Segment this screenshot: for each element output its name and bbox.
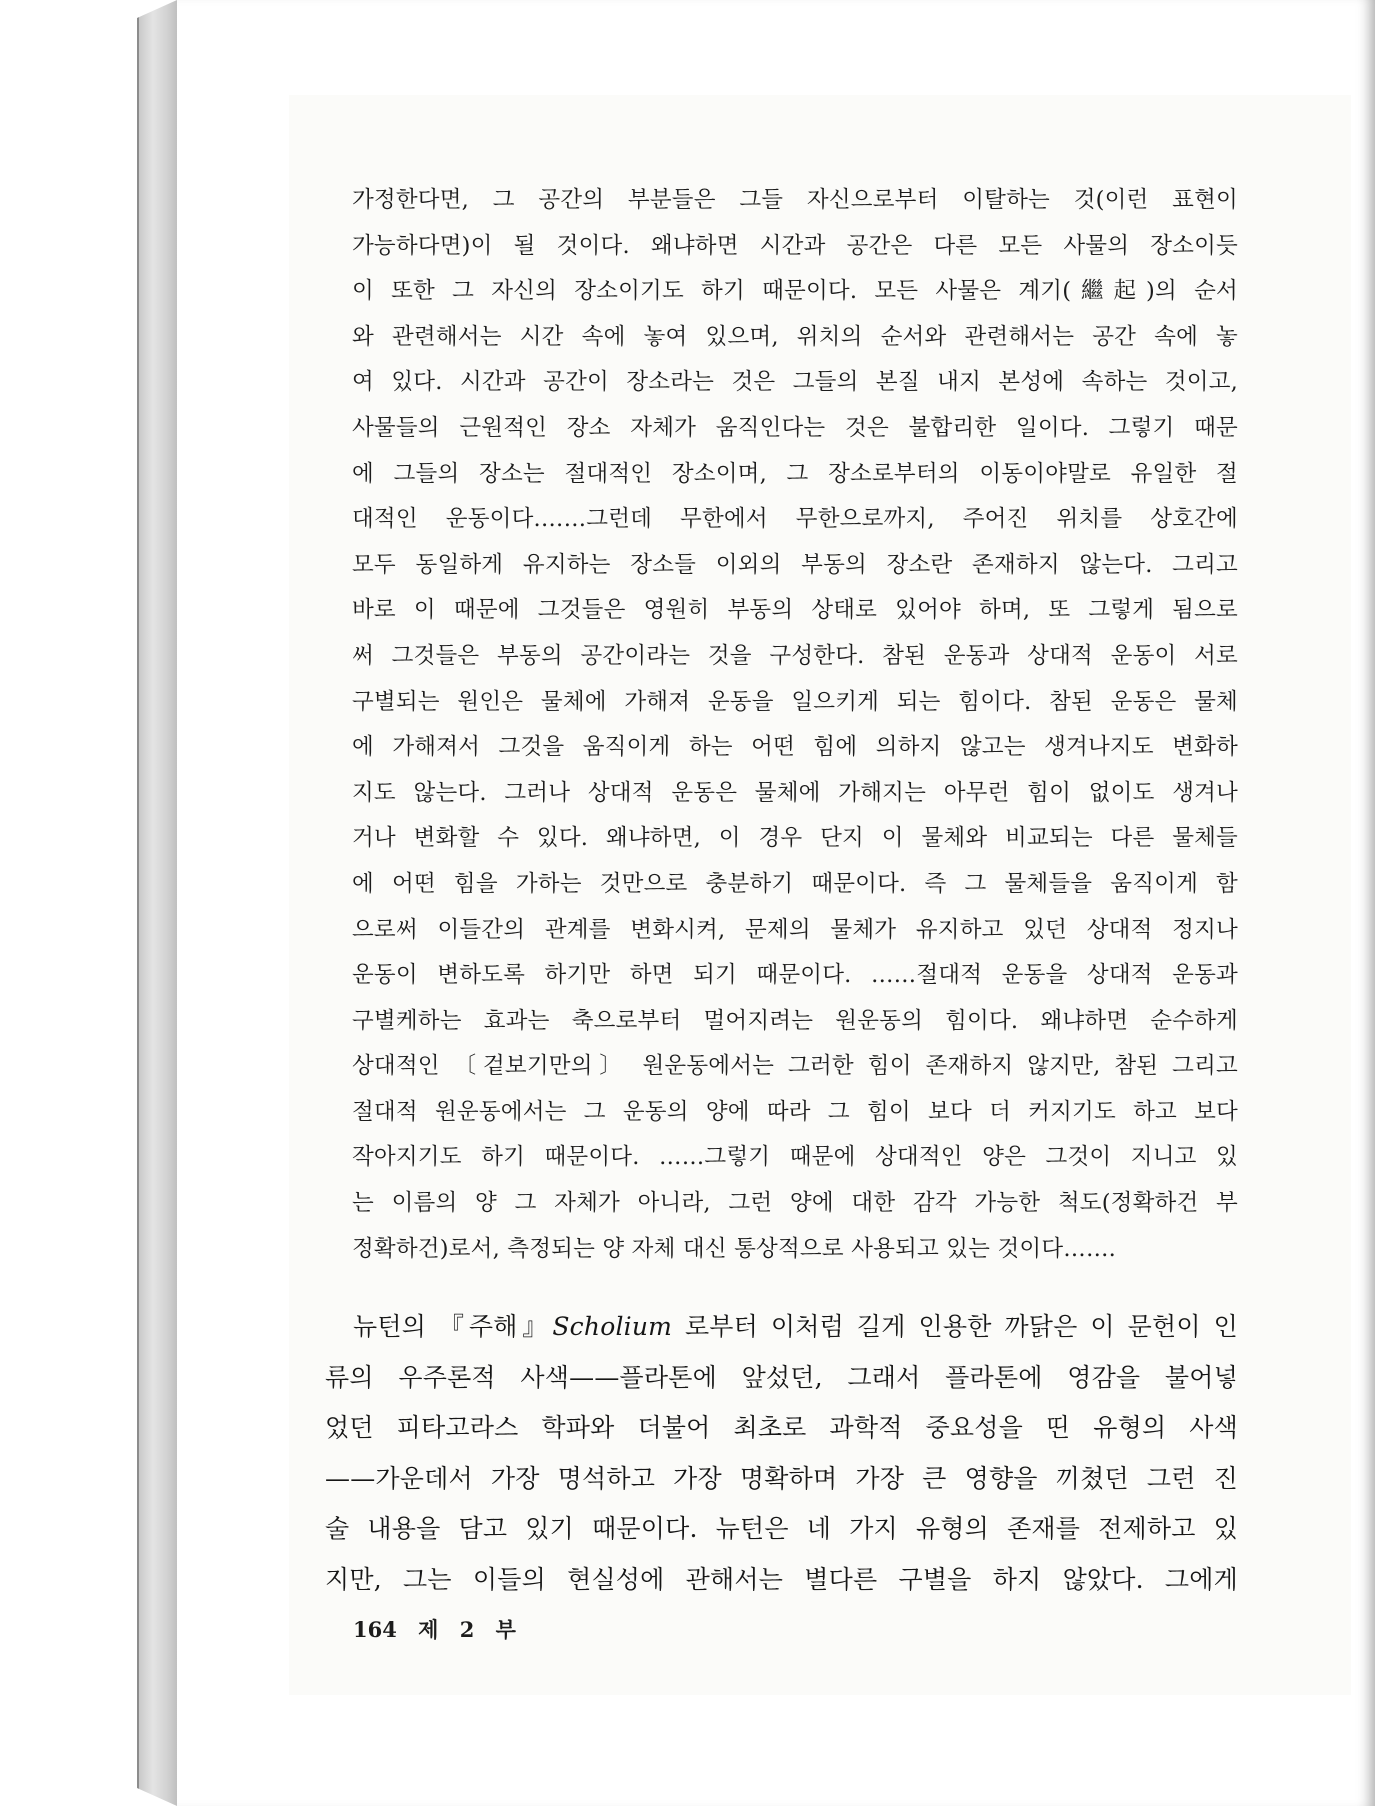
quote-line: 거나 변화할 수 있다. 왜냐하면, 이 경우 단지 이 물체와 비교되는 다른 물체들	[352, 825, 1238, 852]
paragraph-line: 술 내용을 담고 있기 때문이다. 뉴턴은 네 가지 유형의 존재를 전제하고 있	[325, 1514, 1238, 1543]
quote-line: 으로써 이들간의 관계를 변화시켜, 문제의 물체가 유지하고 있던 상대적 정지나	[352, 916, 1238, 943]
quote-line: 에 가해져서 그것을 움직이게 하는 어떤 힘에 의하지 않고는 생겨나지도 변화하	[352, 734, 1238, 761]
book-page	[177, 0, 1375, 1806]
quote-line: 가능하다면)이 될 것이다. 왜냐하면 시간과 공간은 다른 모든 사물의 장소이듯	[352, 232, 1238, 259]
paragraph-text: 뉴턴의 『주해』	[353, 1312, 553, 1341]
paragraph-line: ——가운데서 가장 명석하고 가장 명확하며 가장 큰 영향을 끼쳤던 그런 진	[325, 1463, 1238, 1493]
quote-line: 이 또한 그 자신의 장소이기도 하기 때문이다. 모든 사물은 계기(繼起)의 순서	[352, 278, 1238, 305]
paragraph-line: 었던 피타고라스 학파와 더불어 최초로 과학적 중요성을 띤 유형의 사색	[325, 1413, 1238, 1442]
quote-line: 에 그들의 장소는 절대적인 장소이며, 그 장소로부터의 이동이야말로 유일한 절	[352, 460, 1238, 487]
paragraph-line: 류의 우주론적 사색——플라톤에 앞섰던, 그래서 플라톤에 영감을 불어넣	[325, 1362, 1238, 1392]
quote-line: 절대적 원운동에서는 그 운동의 양에 따라 그 힘이 보다 더 커지기도 하고 보다	[352, 1098, 1238, 1125]
quote-line: 구별되는 원인은 물체에 가해져 운동을 일으키게 되는 힘이다. 참된 운동은 물체	[352, 688, 1238, 715]
quote-line: 구별케하는 효과는 축으로부터 멀어지려는 원운동의 힘이다. 왜냐하면 순수하게	[352, 1007, 1238, 1034]
paragraph-text: 로부터 이처럼 길게 인용한 까닭은 이 문헌이 인	[672, 1312, 1238, 1341]
quote-line: 작아지기도 하기 때문이다. ……그렇기 때문에 상대적인 양은 그것이 지니고 있	[352, 1144, 1238, 1171]
quote-line: 상대적인 〔겉보기만의〕 원운동에서는 그러한 힘이 존재하지 않지만, 참된 그리고	[352, 1053, 1238, 1080]
quote-line: 모두 동일하게 유지하는 장소들 이외의 부동의 장소란 존재하지 않는다. 그리고	[352, 551, 1238, 578]
page-number: 164	[353, 1617, 397, 1642]
spine-top-cut	[137, 0, 177, 18]
part-label: 제 2 부	[418, 1617, 516, 1642]
quote-line: 여 있다. 시간과 공간이 장소라는 것은 그들의 본질 내지 본성에 속하는 것이고,	[352, 369, 1238, 396]
quote-line: 정확하건)로서, 측정되는 양 자체 대신 통상적으로 사용되고 있는 것이다…….	[352, 1235, 1117, 1262]
book-spine	[137, 0, 180, 1806]
scholium-term: Scholium	[552, 1312, 673, 1341]
quote-line: 써 그것들은 부동의 공간이라는 것을 구성한다. 참된 운동과 상대적 운동이 서로	[352, 642, 1238, 669]
paragraph-line	[325, 1302, 1238, 1353]
spine-bottom-cut	[137, 1788, 177, 1806]
body-paragraph	[325, 1302, 1238, 1605]
block-quote	[352, 178, 1238, 1272]
quote-line: 지도 않는다. 그러나 상대적 운동은 물체에 가해지는 아무런 힘이 없이도 생겨나	[352, 779, 1238, 806]
quote-line: 에 어떤 힘을 가하는 것만으로 충분하기 때문이다. 즉 그 물체들을 움직이게 함	[352, 870, 1238, 897]
quote-line: 운동이 변하도록 하기만 하면 되기 때문이다. ……절대적 운동을 상대적 운동과	[352, 962, 1238, 989]
quote-line: 대적인 운동이다.……그런데 무한에서 무한으로까지, 주어진 위치를 상호간에	[352, 506, 1238, 533]
paragraph-line: 지만, 그는 이들의 현실성에 관해서는 별다른 구별을 하지 않았다. 그에게	[325, 1564, 1238, 1594]
quote-line: 와 관련해서는 시간 속에 놓여 있으며, 위치의 순서와 관련해서는 공간 속에 놓	[352, 323, 1238, 350]
quote-line: 바로 이 때문에 그것들은 영원히 부동의 상태로 있어야 하며, 또 그렇게 됨으로	[352, 597, 1238, 624]
quote-line: 가정한다면, 그 공간의 부분들은 그들 자신으로부터 이탈하는 것(이런 표현이	[352, 187, 1238, 213]
quote-line: 는 이름의 양 그 자체가 아니라, 그런 양에 대한 감각 가능한 척도(정확하건 부	[352, 1190, 1238, 1217]
page-footer	[353, 1614, 516, 1644]
quote-line: 사물들의 근원적인 장소 자체가 움직인다는 것은 불합리한 일이다. 그렇기 때문	[352, 414, 1238, 441]
